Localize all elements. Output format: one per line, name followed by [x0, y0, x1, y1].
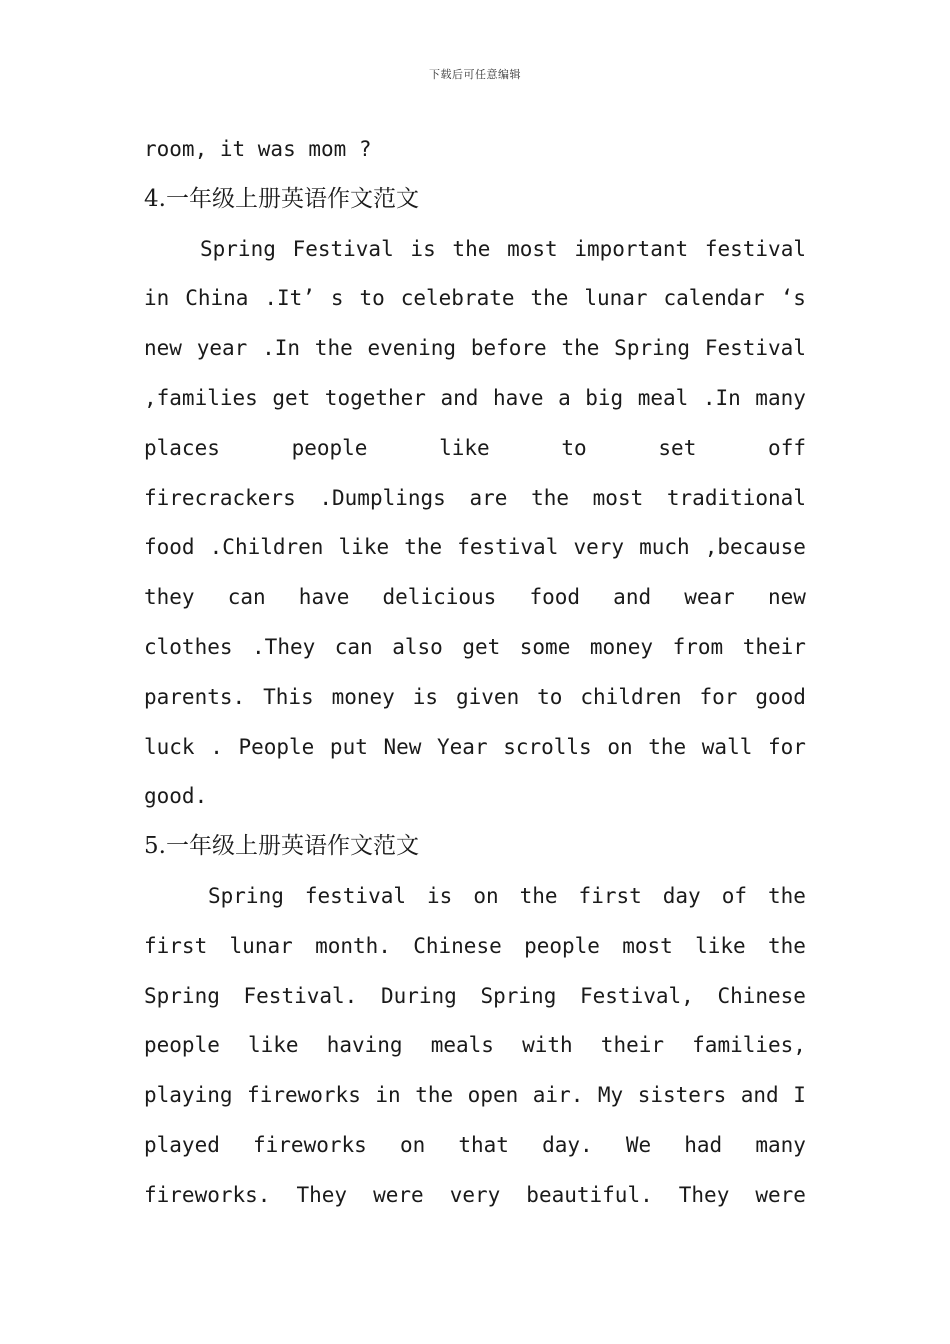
word: put — [329, 734, 368, 759]
word: lunar — [229, 933, 293, 958]
word: festival — [304, 883, 407, 908]
word: important — [574, 236, 689, 261]
word: played — [144, 1132, 220, 1157]
word: fireworks. — [144, 1182, 271, 1207]
word: is — [410, 236, 436, 261]
text-line — [144, 872, 806, 922]
word: people — [291, 435, 368, 460]
word: like — [439, 435, 490, 460]
word: Spring — [480, 983, 557, 1008]
word: the — [404, 535, 443, 560]
word: that — [458, 1132, 509, 1157]
word: the — [531, 485, 569, 510]
word: Spring — [208, 883, 284, 908]
word: day. — [542, 1132, 593, 1157]
word: During — [380, 983, 457, 1008]
text-line — [144, 374, 806, 424]
word: people — [524, 933, 600, 958]
word: s — [330, 286, 344, 311]
word: money — [331, 684, 395, 709]
word: most — [507, 236, 558, 261]
word: . — [210, 734, 223, 759]
word: Festival. — [243, 983, 358, 1008]
word: much — [639, 535, 690, 560]
word: first — [144, 933, 208, 958]
word: together — [324, 385, 426, 410]
word: the — [314, 336, 353, 361]
word: many — [755, 1132, 806, 1157]
word: also — [392, 634, 443, 659]
text-line — [144, 623, 806, 673]
text-line — [144, 573, 806, 623]
word: traditional — [666, 485, 806, 510]
word: the — [452, 236, 491, 261]
word: Festival — [704, 336, 806, 361]
word: to — [561, 435, 587, 460]
text-line — [144, 972, 806, 1022]
word: .Dumplings — [319, 485, 446, 510]
word: and — [613, 585, 652, 610]
section-heading: 4.一年级上册英语作文范文 — [144, 185, 419, 212]
word: new — [144, 336, 182, 361]
word: Chinese — [717, 983, 806, 1008]
word: their — [600, 1033, 665, 1058]
word: money — [589, 634, 654, 659]
word: get — [462, 634, 501, 659]
word: are — [469, 485, 508, 510]
word: off — [768, 435, 806, 460]
word: the — [530, 286, 569, 311]
word: on — [399, 1132, 426, 1157]
word: This — [263, 684, 314, 709]
text-line — [144, 225, 806, 275]
text-line: room, it was mom ? — [144, 137, 372, 161]
word: month. — [315, 933, 391, 958]
word: China — [185, 286, 249, 311]
word: Festival, — [580, 983, 694, 1008]
word: like — [338, 535, 390, 560]
word: fireworks — [253, 1132, 367, 1157]
text-line — [144, 474, 806, 524]
word: lunar — [584, 286, 648, 311]
word: new — [767, 585, 806, 610]
word: the — [768, 883, 806, 908]
text-line — [144, 1021, 806, 1071]
word: is — [412, 684, 439, 709]
word: like — [248, 1033, 299, 1058]
word: wall — [701, 734, 753, 759]
word: of — [721, 883, 747, 908]
word: the — [415, 1083, 454, 1108]
word: firecrackers — [144, 485, 296, 510]
word: can — [227, 585, 266, 610]
word: some — [519, 634, 571, 659]
word: before — [470, 336, 547, 361]
word: had — [684, 1132, 723, 1157]
word: on — [607, 734, 633, 759]
word: New — [383, 734, 422, 759]
word: to — [359, 286, 385, 311]
word: People — [238, 734, 315, 759]
word: festival — [457, 535, 559, 560]
text-line — [144, 1171, 806, 1221]
word: many — [755, 385, 806, 410]
word: and — [740, 1083, 779, 1108]
word: parents. — [144, 684, 246, 709]
text-line: good. — [144, 784, 208, 809]
text-line — [144, 424, 806, 474]
word: meal — [637, 385, 689, 410]
word: on — [473, 883, 499, 908]
word: I — [793, 1083, 806, 1108]
word: people — [144, 1033, 220, 1058]
word: playing — [144, 1083, 233, 1108]
word: celebrate — [400, 286, 515, 311]
word: delicious — [382, 585, 497, 610]
word: the — [561, 336, 600, 361]
word: air. — [532, 1083, 584, 1108]
word: their — [742, 634, 806, 659]
word: first — [578, 883, 642, 908]
word: like — [695, 933, 746, 958]
word: have — [492, 385, 544, 410]
word: for — [699, 684, 738, 709]
word: calendar — [663, 286, 765, 311]
word: is — [427, 883, 453, 908]
word: Spring — [200, 236, 276, 261]
word: .Children — [209, 535, 324, 560]
word: We — [625, 1132, 652, 1157]
word: and — [440, 385, 479, 410]
word: Festival — [292, 236, 394, 261]
word: year — [196, 336, 248, 361]
text-line — [144, 523, 806, 573]
document-body — [144, 125, 806, 1221]
word: wear — [684, 585, 735, 610]
word: beautiful. — [526, 1182, 653, 1207]
word: big — [585, 385, 624, 410]
word: ‘s — [780, 286, 806, 311]
word: clothes — [144, 634, 233, 659]
word: most — [622, 933, 673, 958]
word: can — [334, 634, 373, 659]
word: with — [522, 1033, 573, 1058]
word: scrolls — [503, 734, 592, 759]
word: good — [755, 684, 806, 709]
word: .It’ — [264, 286, 315, 311]
word: set — [658, 435, 697, 460]
word: have — [298, 585, 350, 610]
word: places — [144, 435, 220, 460]
text-line — [144, 922, 806, 972]
word: festival — [704, 236, 806, 261]
word: to — [537, 684, 563, 709]
word: having — [326, 1033, 403, 1058]
word: fireworks — [247, 1083, 361, 1108]
text-line — [144, 1121, 806, 1171]
word: meals — [430, 1033, 494, 1058]
word: evening — [367, 336, 457, 361]
word: .They — [252, 634, 316, 659]
page-header: 下载后可任意编辑 — [429, 68, 521, 81]
word: My — [597, 1083, 624, 1108]
word: Year — [437, 734, 488, 759]
word: in — [375, 1083, 401, 1108]
word: from — [672, 634, 724, 659]
word: .In — [702, 385, 741, 410]
word: the — [768, 933, 806, 958]
word: food — [144, 535, 195, 560]
word: Chinese — [413, 933, 502, 958]
text-line — [144, 324, 806, 374]
word: for — [767, 734, 806, 759]
text-line — [144, 723, 806, 773]
word: ,families — [144, 385, 258, 410]
word: the — [648, 734, 687, 759]
word: open — [467, 1083, 519, 1108]
word: were — [755, 1182, 806, 1207]
word: food — [529, 585, 581, 610]
word: Spring — [144, 983, 220, 1008]
word: luck — [144, 734, 195, 759]
word: most — [592, 485, 644, 510]
word: Spring — [614, 336, 691, 361]
section-heading: 5.一年级上册英语作文范文 — [144, 833, 419, 860]
text-line — [144, 274, 806, 324]
word: were — [373, 1182, 424, 1207]
word: in — [144, 286, 170, 311]
word: very — [573, 535, 625, 560]
word: sisters — [637, 1083, 727, 1108]
text-line — [144, 1071, 806, 1121]
word: the — [519, 883, 558, 908]
word: they — [144, 585, 195, 610]
word: .In — [262, 336, 301, 361]
word: get — [272, 385, 311, 410]
word: very — [449, 1182, 501, 1207]
word: They — [296, 1182, 348, 1207]
word: children — [580, 684, 682, 709]
word: families, — [692, 1033, 806, 1058]
word: a — [558, 385, 571, 410]
word: given — [456, 684, 520, 709]
text-line — [144, 673, 806, 723]
word: They — [678, 1182, 730, 1207]
word: ,because — [704, 535, 806, 560]
word: day — [662, 883, 701, 908]
